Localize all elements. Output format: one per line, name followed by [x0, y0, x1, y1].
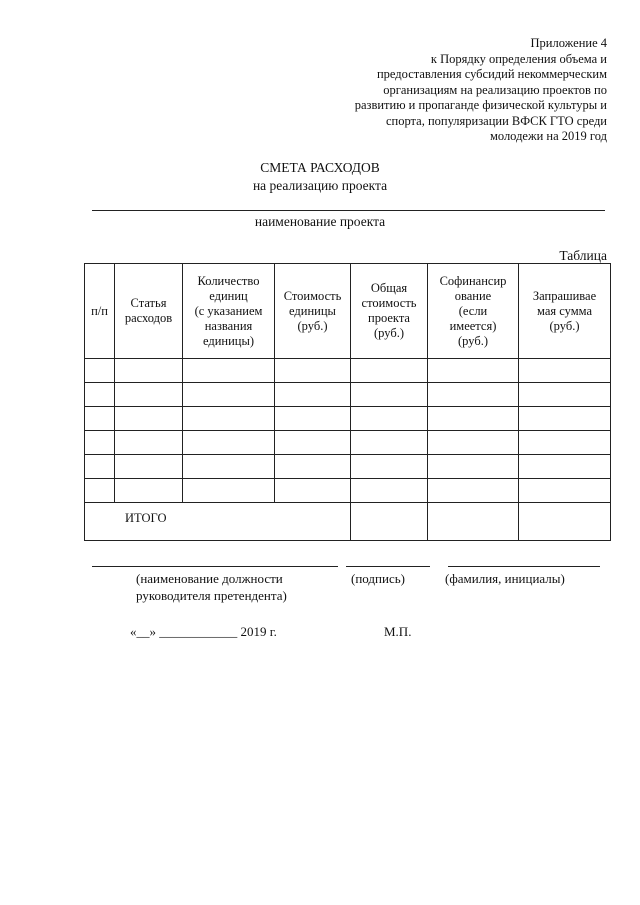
table-cell[interactable] — [115, 431, 183, 455]
table-cell[interactable] — [275, 383, 351, 407]
table-label: Таблица — [559, 248, 607, 263]
header-cell: Общая стоимость проекта (руб.) — [351, 264, 428, 359]
table-cell[interactable] — [519, 383, 611, 407]
document-subtitle: на реализацию проекта — [252, 178, 388, 193]
table-cell[interactable] — [85, 479, 115, 503]
appendix-line: Приложение 4 — [530, 36, 607, 50]
table-cell[interactable] — [85, 407, 115, 431]
table-cell[interactable] — [85, 431, 115, 455]
table-cell[interactable] — [428, 407, 519, 431]
total-label: ИТОГО — [85, 503, 351, 541]
table-cell[interactable] — [351, 479, 428, 503]
position-caption-2: руководителя претендента) — [136, 588, 287, 603]
table-cell[interactable] — [183, 479, 275, 503]
table-cell[interactable] — [85, 383, 115, 407]
signature-line[interactable] — [346, 566, 430, 567]
position-signature-line[interactable] — [92, 566, 338, 567]
table-cell[interactable] — [519, 431, 611, 455]
date-field[interactable]: «__» ____________ 2019 г. — [130, 624, 277, 639]
table-row — [85, 479, 611, 503]
table-cell[interactable] — [428, 359, 519, 383]
table-cell[interactable] — [351, 383, 428, 407]
table-row — [85, 455, 611, 479]
appendix-line: молодежи на 2019 год — [489, 129, 607, 143]
table-cell[interactable] — [183, 431, 275, 455]
table-cell[interactable] — [115, 479, 183, 503]
table-cell[interactable] — [428, 503, 519, 541]
table-row — [85, 359, 611, 383]
table-cell[interactable] — [275, 407, 351, 431]
table-cell[interactable] — [275, 359, 351, 383]
header-cell: Софинансир ование (если имеется) (руб.) — [428, 264, 519, 359]
table-cell[interactable] — [183, 455, 275, 479]
table-total-row — [85, 503, 611, 541]
table-cell[interactable] — [351, 503, 428, 541]
table-cell[interactable] — [519, 455, 611, 479]
table-cell[interactable] — [519, 359, 611, 383]
table-cell[interactable] — [183, 407, 275, 431]
appendix-line: организациям на реализацию проектов по — [383, 82, 607, 97]
table-cell[interactable] — [85, 455, 115, 479]
appendix-line: предоставления субсидий некоммерческим — [376, 67, 607, 81]
table-row — [85, 431, 611, 455]
header-cell: Статья расходов — [115, 264, 183, 359]
table-cell[interactable] — [115, 455, 183, 479]
document-title: СМЕТА РАСХОДОВ — [260, 160, 380, 175]
table-cell[interactable] — [275, 479, 351, 503]
table-cell[interactable] — [183, 383, 275, 407]
table-cell[interactable] — [519, 503, 611, 541]
table-cell[interactable] — [115, 383, 183, 407]
position-caption: (наименование должности — [136, 571, 283, 586]
table-row — [85, 407, 611, 431]
header-cell: Стоимость единицы (руб.) — [275, 264, 351, 359]
appendix-line: спорта, популяризации ВФСК ГТО среди — [385, 113, 607, 128]
table-cell[interactable] — [183, 359, 275, 383]
appendix-line: развитию и пропаганде физической культуры и — [354, 98, 607, 112]
project-name-caption: наименование проекта — [254, 214, 386, 229]
table-cell[interactable] — [428, 479, 519, 503]
stamp-label: М.П. — [384, 624, 412, 639]
header-cell: Запрашивае мая сумма (руб.) — [519, 264, 611, 359]
project-name-line[interactable] — [92, 210, 605, 211]
table-cell[interactable] — [428, 431, 519, 455]
table-cell[interactable] — [351, 455, 428, 479]
name-signature-line[interactable] — [448, 566, 600, 567]
table-cell[interactable] — [351, 431, 428, 455]
budget-table — [84, 263, 611, 541]
table-cell[interactable] — [85, 359, 115, 383]
header-cell: Количество единиц (с указанием названия единицы) — [183, 264, 275, 359]
table-header-row — [85, 264, 611, 359]
table-row — [85, 383, 611, 407]
table-cell[interactable] — [275, 455, 351, 479]
table-cell[interactable] — [519, 479, 611, 503]
appendix-line: к Порядку определения объема и — [430, 51, 607, 66]
signature-caption: (подпись) — [351, 571, 405, 586]
appendix-header — [307, 36, 607, 145]
name-caption: (фамилия, инициалы) — [445, 571, 565, 586]
table-cell[interactable] — [428, 383, 519, 407]
table-cell[interactable] — [115, 407, 183, 431]
header-cell: п/п — [85, 264, 115, 359]
table-cell[interactable] — [519, 407, 611, 431]
table-cell[interactable] — [115, 359, 183, 383]
table-cell[interactable] — [351, 407, 428, 431]
table-cell[interactable] — [351, 359, 428, 383]
table-cell[interactable] — [275, 431, 351, 455]
table-cell[interactable] — [428, 455, 519, 479]
